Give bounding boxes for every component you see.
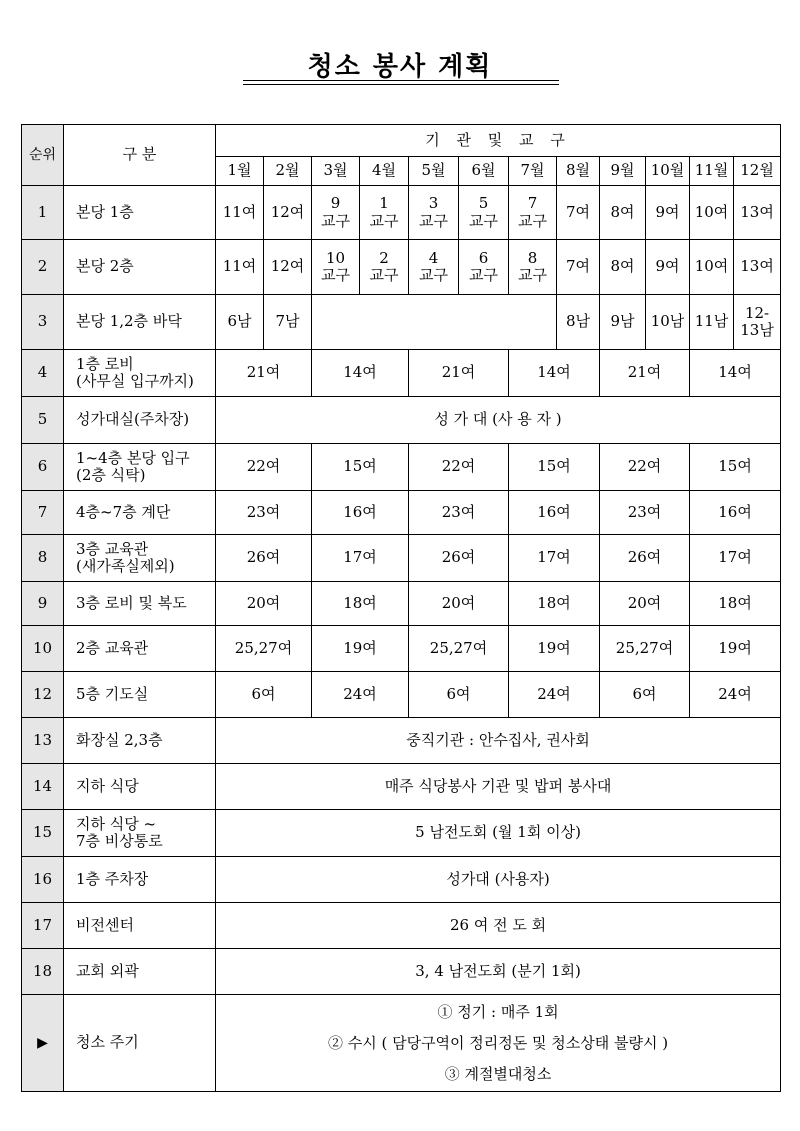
month-header: 3월	[312, 157, 360, 186]
table-row	[22, 810, 781, 857]
month-cell: 6남	[216, 295, 264, 350]
month-header: 10월	[646, 157, 690, 186]
period-cell: 22여	[409, 444, 509, 491]
month-cell: 10여	[690, 186, 734, 240]
period-cell: 16여	[509, 491, 600, 535]
month-cell: 7남	[264, 295, 312, 350]
cycle-item: ① 정기 : 매주 1회	[437, 1002, 559, 1021]
table-row	[22, 582, 781, 626]
period-cell: 22여	[600, 444, 690, 491]
month-header: 4월	[360, 157, 409, 186]
row-area: 성가대실(주차장)	[64, 397, 216, 444]
row-number: 4	[22, 350, 64, 397]
period-cell: 21여	[600, 350, 690, 397]
month-cell: 5 교구	[459, 186, 509, 240]
month-cell: 9남	[600, 295, 646, 350]
period-cell: 24여	[509, 672, 600, 718]
row-area: 1~4층 본당 입구 (2층 식탁)	[64, 444, 216, 491]
period-cell: 23여	[600, 491, 690, 535]
month-cell: 12- 13남	[734, 295, 781, 350]
month-cell: 7여	[557, 240, 600, 295]
period-cell: 23여	[216, 491, 312, 535]
period-cell: 20여	[600, 582, 690, 626]
cycle-list	[216, 995, 781, 1092]
assignment-cell: 26 여 전 도 회	[216, 903, 781, 949]
table-row	[22, 903, 781, 949]
month-cell: 10 교구	[312, 240, 360, 295]
row-number: 10	[22, 626, 64, 672]
period-cell: 22여	[216, 444, 312, 491]
period-cell: 18여	[312, 582, 409, 626]
row-number: 16	[22, 857, 64, 903]
row-number: 8	[22, 535, 64, 582]
month-header: 1월	[216, 157, 264, 186]
month-cell: 12여	[264, 240, 312, 295]
period-cell: 19여	[312, 626, 409, 672]
month-header: 11월	[690, 157, 734, 186]
row-area: 3층 교육관 (새가족실제외)	[64, 535, 216, 582]
assignment-cell: 중직기관 : 안수집사, 권사회	[216, 718, 781, 764]
table-row	[22, 857, 781, 903]
header-category: 구 분	[64, 125, 216, 186]
row-number: 1	[22, 186, 64, 240]
row-number: 3	[22, 295, 64, 350]
row-number: 5	[22, 397, 64, 444]
month-cell: 9여	[646, 240, 690, 295]
row-number: 17	[22, 903, 64, 949]
month-cell: 10남	[646, 295, 690, 350]
assignment-cell: 성가대 (사용자)	[216, 857, 781, 903]
triangle-marker-icon: ▶	[22, 995, 64, 1092]
table-row	[22, 350, 781, 397]
row-area: 지하 식당	[64, 764, 216, 810]
row-number: 14	[22, 764, 64, 810]
row-number: 7	[22, 491, 64, 535]
row-area: 5층 기도실	[64, 672, 216, 718]
month-cell: 7여	[557, 186, 600, 240]
period-cell: 21여	[216, 350, 312, 397]
month-cell: 8 교구	[509, 240, 557, 295]
cycle-item: ③ 계절별대청소	[444, 1064, 552, 1083]
period-cell: 15여	[690, 444, 781, 491]
month-cell: 13여	[734, 186, 781, 240]
assignment-cell: 성 가 대 (사 용 자 )	[216, 397, 781, 444]
month-cell: 2 교구	[360, 240, 409, 295]
month-header: 6월	[459, 157, 509, 186]
month-cell: 13여	[734, 240, 781, 295]
row-area: 지하 식당 ~ 7층 비상통로	[64, 810, 216, 857]
row-number: 9	[22, 582, 64, 626]
month-cell: 8남	[557, 295, 600, 350]
period-cell: 20여	[409, 582, 509, 626]
row-area: 2층 교육관	[64, 626, 216, 672]
period-cell: 16여	[312, 491, 409, 535]
period-cell: 17여	[312, 535, 409, 582]
title-underline	[243, 80, 559, 81]
period-cell: 20여	[216, 582, 312, 626]
period-cell: 15여	[312, 444, 409, 491]
assignment-cell: 5 남전도회 (월 1회 이상)	[216, 810, 781, 857]
cycle-label: 청소 주기	[64, 995, 216, 1092]
cleaning-cycle-row	[22, 995, 781, 1092]
period-cell: 6여	[216, 672, 312, 718]
cycle-item: ② 수시 ( 담당구역이 정리정돈 및 청소상태 불량시 )	[327, 1033, 669, 1052]
row-area: 1층 주차장	[64, 857, 216, 903]
period-cell: 25,27여	[409, 626, 509, 672]
table-row	[22, 491, 781, 535]
row-area: 교회 외곽	[64, 949, 216, 995]
table-row	[22, 186, 781, 240]
title-underline-2	[243, 84, 559, 85]
table-row	[22, 295, 781, 350]
table-row	[22, 240, 781, 295]
period-cell: 19여	[690, 626, 781, 672]
period-cell: 25,27여	[600, 626, 690, 672]
row-number: 15	[22, 810, 64, 857]
row-area: 4층~7층 계단	[64, 491, 216, 535]
page-title: 청소 봉사 계획	[307, 52, 493, 82]
period-cell: 17여	[690, 535, 781, 582]
month-cell: 9여	[646, 186, 690, 240]
row-number: 2	[22, 240, 64, 295]
row-area: 화장실 2,3층	[64, 718, 216, 764]
period-cell: 26여	[216, 535, 312, 582]
table-row	[22, 626, 781, 672]
table-row	[22, 718, 781, 764]
row-number: 12	[22, 672, 64, 718]
period-cell: 26여	[409, 535, 509, 582]
period-cell: 14여	[509, 350, 600, 397]
month-cell: 11여	[216, 240, 264, 295]
row-number: 6	[22, 444, 64, 491]
month-header: 12월	[734, 157, 781, 186]
header-group: 기 관 및 교 구	[216, 125, 781, 157]
row-area: 본당 1층	[64, 186, 216, 240]
empty-span-cell	[312, 295, 557, 350]
period-cell: 15여	[509, 444, 600, 491]
period-cell: 24여	[312, 672, 409, 718]
row-number: 18	[22, 949, 64, 995]
row-area: 본당 1,2층 바닥	[64, 295, 216, 350]
period-cell: 23여	[409, 491, 509, 535]
month-cell: 10여	[690, 240, 734, 295]
period-cell: 6여	[409, 672, 509, 718]
table-row	[22, 535, 781, 582]
period-cell: 17여	[509, 535, 600, 582]
period-cell: 14여	[312, 350, 409, 397]
period-cell: 16여	[690, 491, 781, 535]
month-header: 5월	[409, 157, 459, 186]
period-cell: 25,27여	[216, 626, 312, 672]
month-cell: 3 교구	[409, 186, 459, 240]
table-row	[22, 672, 781, 718]
assignment-cell: 매주 식당봉사 기관 및 밥퍼 봉사대	[216, 764, 781, 810]
period-cell: 24여	[690, 672, 781, 718]
month-cell: 1 교구	[360, 186, 409, 240]
month-cell: 6 교구	[459, 240, 509, 295]
month-header: 2월	[264, 157, 312, 186]
cleaning-plan-table	[21, 124, 781, 1092]
period-cell: 18여	[509, 582, 600, 626]
period-cell: 21여	[409, 350, 509, 397]
month-cell: 12여	[264, 186, 312, 240]
month-cell: 8여	[600, 186, 646, 240]
month-cell: 9 교구	[312, 186, 360, 240]
table-row	[22, 764, 781, 810]
month-header: 8월	[557, 157, 600, 186]
table-row	[22, 444, 781, 491]
table-row	[22, 397, 781, 444]
row-area: 비전센터	[64, 903, 216, 949]
row-area: 3층 로비 및 복도	[64, 582, 216, 626]
period-cell: 6여	[600, 672, 690, 718]
month-cell: 8여	[600, 240, 646, 295]
month-header: 9월	[600, 157, 646, 186]
assignment-cell: 3, 4 남전도회 (분기 1회)	[216, 949, 781, 995]
header-rank: 순위	[22, 125, 64, 186]
month-header: 7월	[509, 157, 557, 186]
period-cell: 26여	[600, 535, 690, 582]
month-cell: 11남	[690, 295, 734, 350]
month-cell: 7 교구	[509, 186, 557, 240]
row-area: 1층 로비 (사무실 입구까지)	[64, 350, 216, 397]
table-row	[22, 949, 781, 995]
row-area: 본당 2층	[64, 240, 216, 295]
row-number: 13	[22, 718, 64, 764]
month-cell: 4 교구	[409, 240, 459, 295]
month-cell: 11여	[216, 186, 264, 240]
period-cell: 18여	[690, 582, 781, 626]
period-cell: 19여	[509, 626, 600, 672]
period-cell: 14여	[690, 350, 781, 397]
